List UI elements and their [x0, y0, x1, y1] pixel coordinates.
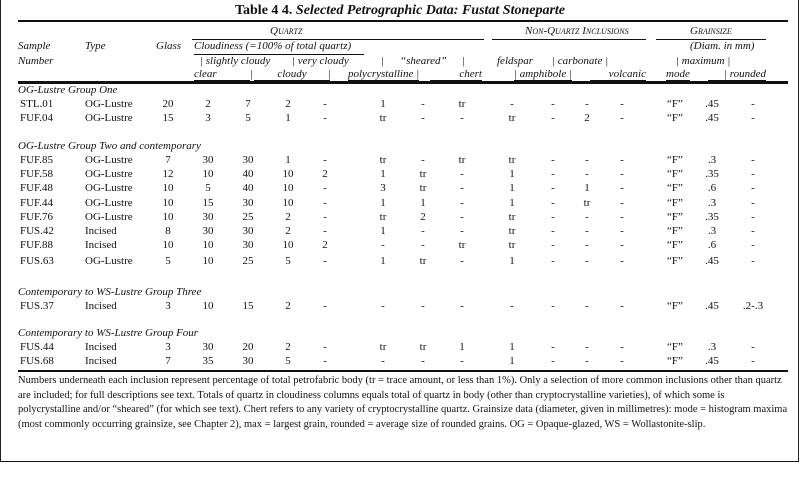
header-diam: (Diam. in mm): [690, 40, 755, 52]
cell-cloudy: 10: [282, 182, 294, 195]
cell-cloudy: 10: [282, 196, 294, 209]
cell-feldspar: 1: [509, 182, 515, 195]
cell-polycrystalline: tr: [379, 341, 387, 353]
cell-chert: -: [460, 196, 464, 209]
cell-chert: tr: [458, 239, 466, 252]
cell-maximum: .45: [705, 255, 719, 268]
cell-rounded: -: [751, 355, 755, 368]
cell-feldspar: 1: [509, 255, 515, 268]
cell-rounded: -: [751, 255, 755, 268]
header-sheared-bar2: |: [462, 55, 466, 67]
cell-polycrystalline: -: [381, 355, 385, 368]
cell-polycrystalline: -: [381, 239, 385, 252]
cell-amphibole: -: [551, 182, 555, 195]
header-mode: mode: [666, 68, 690, 80]
cell-type: OG-Lustre: [85, 182, 133, 195]
header-quartz: Quartz: [270, 25, 303, 37]
cell-type: OG-Lustre: [85, 98, 133, 110]
table-title: [0, 3, 800, 19]
cell-rounded: -: [751, 154, 755, 166]
table-notes: Numbers underneath each inclusion represent percentage of total petrofabric body (tr = trace amount, or less than 1%). Only a selection of more common inclusions other than quartz are included; for full descriptions see text. Totals of quartz in cloudiness columns equals total of quartz in body (other than cryptocrystalline varieties), of which some is polycrystalline and/or “sheared” (for which see text). Chert refers to any variety of cryptocrystalline quartz. Grainsize data (diameter, given in millimetres): mode = histogram maxima (most commonly occurring grainsize, see Chapter 2), max = largest grain, rounded = average size of rounded grains. OG = Opaque-glazed, WS = Wollastonite-slip.: [18, 375, 788, 430]
cell-very-cloudy: -: [323, 112, 327, 125]
cell-type: OG-Lustre: [85, 168, 133, 181]
cell-maximum: .3: [707, 225, 717, 237]
cell-chert: -: [460, 300, 464, 312]
cell-mode: “F”: [667, 112, 683, 125]
cell-feldspar: -: [510, 98, 514, 110]
cell-maximum: .35: [705, 210, 719, 223]
cell-chert: -: [460, 168, 464, 181]
cell-amphibole: -: [551, 154, 555, 166]
cell-rounded: -: [751, 168, 755, 181]
cell-sample: FUF.04: [20, 112, 54, 125]
cell-maximum: .3: [707, 341, 717, 353]
cell-very-cloudy: -: [323, 355, 327, 368]
cell-sheared: -: [421, 112, 425, 125]
cell-glass: 20: [162, 98, 174, 110]
cell-chert: -: [460, 255, 464, 268]
cell-amphibole: -: [551, 168, 555, 181]
cell-polycrystalline: 1: [380, 196, 386, 209]
cell-carbonate: -: [585, 210, 589, 223]
cell-mode: “F”: [667, 355, 683, 368]
cell-rounded: -: [751, 182, 755, 195]
cell-carbonate: -: [585, 341, 589, 353]
cell-maximum: .35: [705, 168, 719, 181]
cell-amphibole: -: [551, 112, 555, 125]
cell-volcanic: -: [620, 168, 624, 181]
cell-sheared: -: [421, 154, 425, 166]
cell-rounded: -: [751, 112, 755, 125]
cell-sample: FUF.85: [20, 154, 54, 166]
cell-amphibole: -: [551, 225, 555, 237]
cell-volcanic: -: [620, 239, 624, 252]
cell-maximum: .6: [707, 239, 717, 252]
header-very-cloudy: | very cloudy: [292, 55, 349, 67]
header-non-quartz: Non-Quartz Inclusions: [525, 25, 629, 37]
cell-type: Incised: [85, 239, 117, 252]
cell-slightly-cloudy: 25: [242, 210, 254, 223]
cell-slightly-cloudy: 20: [242, 341, 254, 353]
cell-mode: “F”: [667, 341, 683, 353]
cell-mode: “F”: [667, 154, 683, 166]
cell-glass: 10: [162, 182, 174, 195]
cell-amphibole: -: [551, 98, 555, 110]
cell-very-cloudy: 2: [322, 239, 328, 252]
cell-chert: tr: [458, 98, 466, 110]
cell-volcanic: -: [620, 341, 624, 353]
cell-sample: FUS.44: [20, 341, 54, 353]
cell-glass: 3: [165, 341, 171, 353]
cell-amphibole: -: [551, 355, 555, 368]
cell-slightly-cloudy: 5: [245, 112, 251, 125]
cell-very-cloudy: -: [323, 98, 327, 110]
cell-slightly-cloudy: 30: [242, 154, 254, 166]
cell-feldspar: tr: [508, 112, 516, 125]
header-amphibole: | amphibole |: [514, 68, 572, 80]
header-sheared: “sheared”: [400, 55, 447, 67]
cell-mode: “F”: [667, 239, 683, 252]
cell-volcanic: -: [620, 112, 624, 125]
cell-sheared: -: [421, 355, 425, 368]
cell-cloudy: 5: [285, 255, 291, 268]
cell-volcanic: -: [620, 154, 624, 166]
cell-glass: 7: [165, 154, 171, 166]
header-bottom-rule: [18, 81, 788, 84]
cell-slightly-cloudy: 30: [242, 239, 254, 252]
cell-sheared: tr: [419, 168, 427, 181]
cell-type: OG-Lustre: [85, 196, 133, 209]
header-volcanic: volcanic: [590, 68, 646, 81]
cell-amphibole: -: [551, 300, 555, 312]
cell-rounded: -: [751, 196, 755, 209]
cell-feldspar: -: [510, 300, 514, 312]
cell-mode: “F”: [667, 196, 683, 209]
cell-clear: 10: [202, 300, 214, 312]
cell-type: OG-Lustre: [85, 210, 133, 223]
cell-chert: -: [460, 225, 464, 237]
cell-volcanic: -: [620, 300, 624, 312]
header-glass: Glass: [156, 40, 182, 52]
cell-sample: FUS.63: [20, 255, 54, 268]
cell-carbonate: -: [585, 98, 589, 110]
cell-amphibole: -: [551, 239, 555, 252]
cell-rounded: .2-.3: [742, 300, 764, 312]
cell-very-cloudy: -: [323, 196, 327, 209]
cell-maximum: .3: [707, 196, 717, 209]
frame-left-border: [0, 0, 1, 462]
cell-maximum: .6: [707, 182, 717, 195]
table-title-prefix: Table 4 4.: [234, 3, 293, 18]
cell-very-cloudy: -: [323, 255, 327, 268]
cell-carbonate: -: [585, 154, 589, 166]
cell-carbonate: -: [585, 255, 589, 268]
cell-chert: -: [460, 355, 464, 368]
cell-slightly-cloudy: 7: [245, 98, 251, 110]
cell-sheared: 2: [420, 210, 426, 223]
cell-cloudy: 2: [285, 210, 291, 223]
cell-mode: “F”: [667, 168, 683, 181]
cell-rounded: -: [751, 239, 755, 252]
cell-very-cloudy: 2: [322, 168, 328, 181]
cell-sheared: tr: [419, 341, 427, 353]
cell-clear: 10: [202, 168, 214, 181]
cell-rounded: -: [751, 210, 755, 223]
cell-clear: 30: [202, 210, 214, 223]
cell-sample: FUS.68: [20, 355, 54, 368]
cell-maximum: .45: [705, 98, 719, 110]
header-cloudy: cloudy: [254, 68, 330, 81]
cell-sample: FUS.37: [20, 300, 54, 312]
cell-slightly-cloudy: 30: [242, 355, 254, 368]
header-clear-bar: |: [250, 68, 254, 80]
cell-sample: FUS.42: [20, 225, 54, 237]
cell-volcanic: -: [620, 182, 624, 195]
cell-polycrystalline: 1: [380, 168, 386, 181]
cell-slightly-cloudy: 40: [242, 168, 254, 181]
cell-sheared: 1: [420, 196, 426, 209]
cell-polycrystalline: tr: [379, 210, 387, 223]
cell-type: Incised: [85, 355, 117, 368]
header-polycrystalline: polycrystalline |: [348, 68, 420, 80]
cell-type: Incised: [85, 341, 117, 353]
header-chert: chert: [430, 68, 482, 81]
cell-polycrystalline: tr: [379, 154, 387, 166]
cell-cloudy: 2: [285, 98, 291, 110]
cell-sheared: tr: [419, 255, 427, 268]
header-sheared-bar1: |: [381, 55, 385, 67]
cell-carbonate: -: [585, 168, 589, 181]
frame-bottom-border: [0, 461, 799, 462]
cell-feldspar: 1: [509, 196, 515, 209]
header-sample: Sample: [18, 40, 51, 52]
cell-rounded: -: [751, 225, 755, 237]
cell-sample: FUF.88: [20, 239, 54, 252]
cell-polycrystalline: 1: [380, 225, 386, 237]
cell-amphibole: -: [551, 341, 555, 353]
cell-glass: 5: [165, 255, 171, 268]
header-maximum: | maximum |: [676, 55, 731, 67]
cell-volcanic: -: [620, 196, 624, 209]
cell-sheared: tr: [419, 182, 427, 195]
cell-very-cloudy: -: [323, 341, 327, 353]
cell-clear: 35: [202, 355, 214, 368]
group-label: Contemporary to WS-Lustre Group Three: [18, 286, 202, 298]
cell-type: OG-Lustre: [85, 255, 133, 268]
cell-polycrystalline: 3: [380, 182, 386, 195]
cell-volcanic: -: [620, 98, 624, 110]
cell-maximum: .45: [705, 355, 719, 368]
cell-cloudy: 1: [285, 154, 291, 166]
cell-feldspar: tr: [508, 210, 516, 223]
cell-polycrystalline: 1: [380, 255, 386, 268]
cell-sample: FUF.44: [20, 196, 54, 209]
cell-cloudy: 10: [282, 239, 294, 252]
cell-sheared: -: [421, 239, 425, 252]
header-feldspar: feldspar: [497, 55, 534, 67]
cell-chert: -: [460, 182, 464, 195]
cell-sheared: -: [421, 300, 425, 312]
cell-carbonate: 1: [584, 182, 590, 195]
cell-mode: “F”: [667, 255, 683, 268]
cell-carbonate: tr: [583, 196, 591, 209]
cell-carbonate: -: [585, 225, 589, 237]
cell-sample: FUF.76: [20, 210, 54, 223]
cell-clear: 30: [202, 154, 214, 166]
cell-mode: “F”: [667, 98, 683, 110]
cell-type: Incised: [85, 225, 117, 237]
cell-volcanic: -: [620, 255, 624, 268]
cell-maximum: .45: [705, 300, 719, 312]
cell-cloudy: 10: [282, 168, 294, 181]
title-rule: [18, 20, 788, 22]
cell-very-cloudy: -: [323, 182, 327, 195]
group-label: OG-Lustre Group Two and contemporary: [18, 140, 201, 152]
group-label: Contemporary to WS-Lustre Group Four: [18, 327, 199, 339]
cell-slightly-cloudy: 40: [242, 182, 254, 195]
cell-clear: 15: [202, 196, 214, 209]
cell-glass: 8: [165, 225, 171, 237]
header-cloudiness: Cloudiness (=100% of total quartz): [194, 40, 352, 52]
cell-polycrystalline: 1: [380, 98, 386, 110]
cell-glass: 10: [162, 239, 174, 252]
cell-glass: 15: [162, 112, 174, 125]
cell-chert: -: [460, 210, 464, 223]
cell-chert: tr: [458, 154, 466, 166]
cell-cloudy: 2: [285, 341, 291, 353]
cell-maximum: .45: [705, 112, 719, 125]
cell-carbonate: -: [585, 355, 589, 368]
header-grainsize: Grainsize: [690, 25, 732, 37]
cell-feldspar: tr: [508, 239, 516, 252]
cell-chert: 1: [459, 341, 465, 353]
cell-volcanic: -: [620, 355, 624, 368]
cell-sample: STL.01: [20, 98, 54, 110]
cell-type: Incised: [85, 300, 117, 312]
cell-clear: 2: [205, 98, 211, 110]
cell-clear: 10: [202, 239, 214, 252]
header-rounded: | rounded: [708, 68, 766, 81]
cell-clear: 30: [202, 225, 214, 237]
cell-feldspar: 1: [509, 168, 515, 181]
cell-chert: -: [460, 112, 464, 125]
cell-carbonate: -: [585, 239, 589, 252]
cell-volcanic: -: [620, 225, 624, 237]
table-bottom-rule: [18, 370, 788, 372]
cell-sample: FUF.58: [20, 168, 54, 181]
cell-very-cloudy: -: [323, 300, 327, 312]
cell-feldspar: 1: [509, 355, 515, 368]
cell-slightly-cloudy: 15: [242, 300, 254, 312]
header-slightly-cloudy: | slightly cloudy: [200, 55, 271, 67]
cell-feldspar: tr: [508, 154, 516, 166]
cell-very-cloudy: -: [323, 210, 327, 223]
cell-clear: 5: [205, 182, 211, 195]
cell-clear: 10: [202, 255, 214, 268]
header-carbonate: | carbonate |: [552, 55, 609, 67]
cell-mode: “F”: [667, 182, 683, 195]
cell-very-cloudy: -: [323, 225, 327, 237]
cell-type: OG-Lustre: [85, 154, 133, 166]
cell-sheared: -: [421, 98, 425, 110]
cell-cloudy: 2: [285, 300, 291, 312]
cell-sheared: -: [421, 225, 425, 237]
cell-slightly-cloudy: 30: [242, 196, 254, 209]
cell-clear: 30: [202, 341, 214, 353]
frame-right-border: [798, 0, 799, 462]
cell-very-cloudy: -: [323, 154, 327, 166]
cell-glass: 10: [162, 196, 174, 209]
cell-volcanic: -: [620, 210, 624, 223]
header-clear: clear: [194, 68, 250, 81]
cell-clear: 3: [205, 112, 211, 125]
cell-sample: FUF.48: [20, 182, 54, 195]
cell-rounded: -: [751, 341, 755, 353]
cell-cloudy: 1: [285, 112, 291, 125]
cell-amphibole: -: [551, 210, 555, 223]
cell-amphibole: -: [551, 255, 555, 268]
cell-mode: “F”: [667, 300, 683, 312]
group-label: OG-Lustre Group One: [18, 84, 118, 96]
cell-amphibole: -: [551, 196, 555, 209]
cell-cloudy: 5: [285, 355, 291, 368]
cell-polycrystalline: tr: [379, 112, 387, 125]
cell-rounded: -: [751, 98, 755, 110]
cell-slightly-cloudy: 30: [242, 225, 254, 237]
table-title-italic: Selected Petrographic Data: Fustat Stoneparte: [295, 3, 566, 18]
cell-type: OG-Lustre: [85, 112, 133, 125]
header-cloudy-bar: |: [328, 68, 332, 80]
cell-feldspar: 1: [509, 341, 515, 353]
cell-maximum: .3: [707, 154, 717, 166]
non-quartz-rule: [492, 39, 646, 40]
cell-carbonate: 2: [584, 112, 590, 125]
cell-mode: “F”: [667, 225, 683, 237]
cell-polycrystalline: -: [381, 300, 385, 312]
cell-mode: “F”: [667, 210, 683, 223]
cell-slightly-cloudy: 25: [242, 255, 254, 268]
cell-feldspar: tr: [508, 225, 516, 237]
cell-glass: 3: [165, 300, 171, 312]
cell-carbonate: -: [585, 300, 589, 312]
cell-cloudy: 2: [285, 225, 291, 237]
header-type: Type: [85, 40, 106, 52]
header-number: Number: [18, 55, 54, 67]
cell-glass: 7: [165, 355, 171, 368]
cell-glass: 12: [162, 168, 174, 181]
cell-glass: 10: [162, 210, 174, 223]
